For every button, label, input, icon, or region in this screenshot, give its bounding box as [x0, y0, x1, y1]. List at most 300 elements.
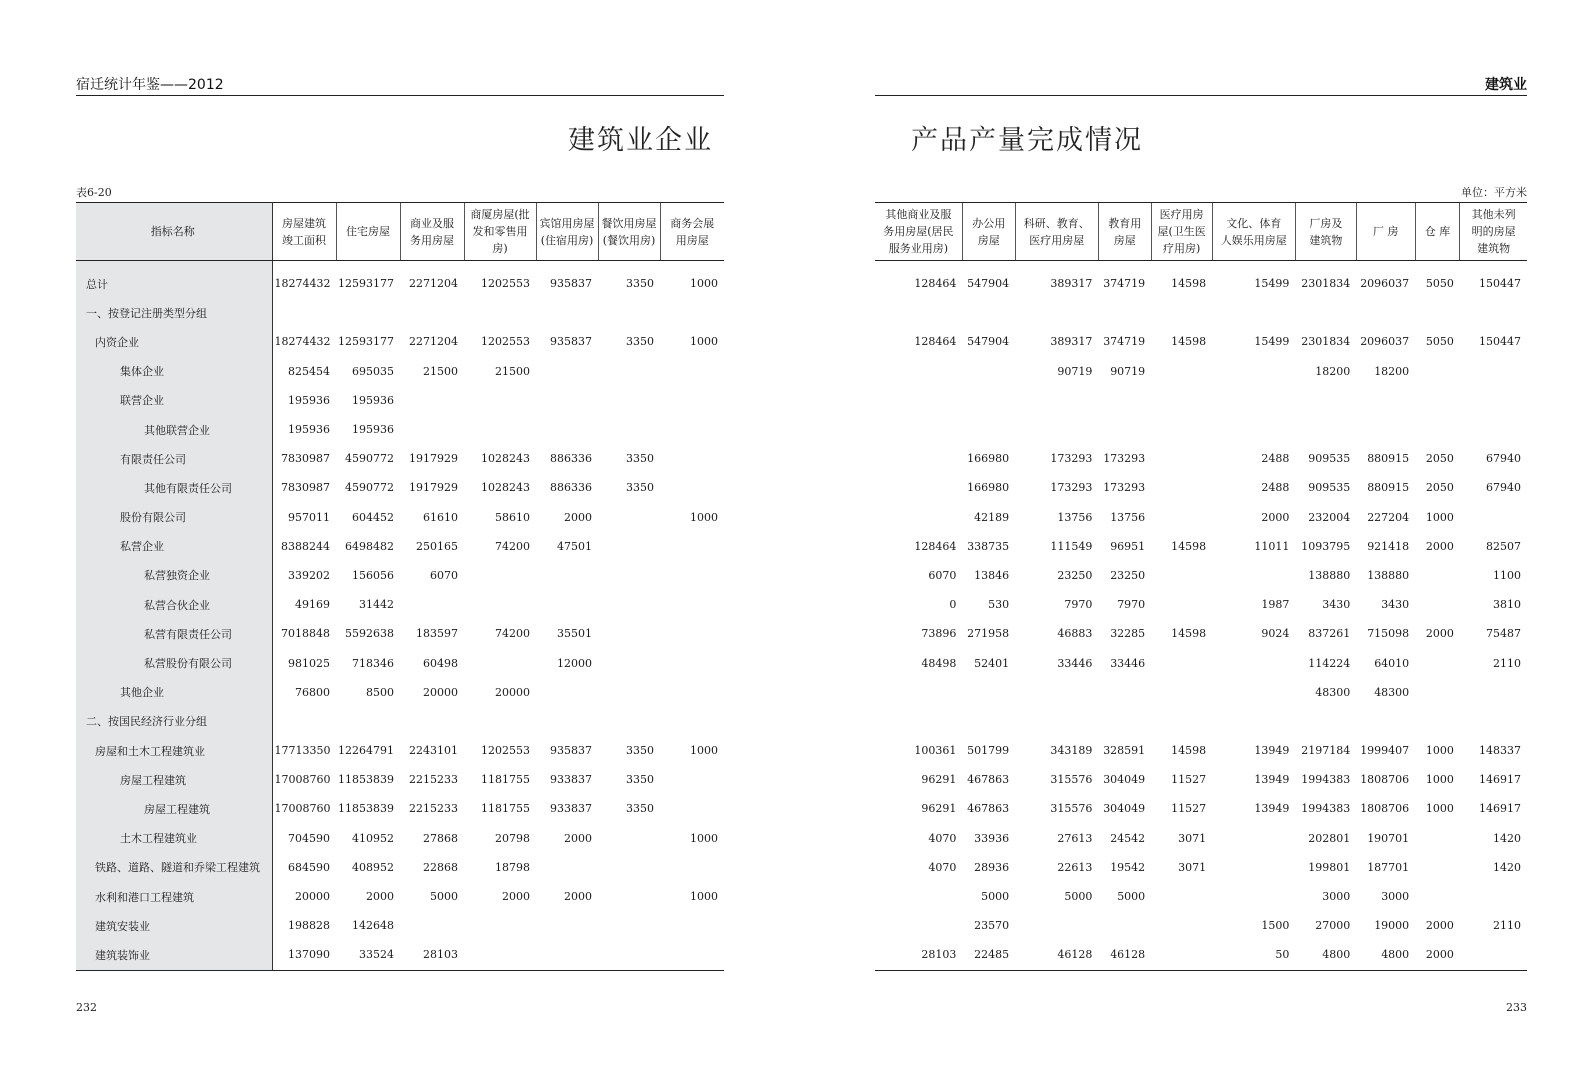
table-cell: 2215233 [409, 802, 458, 816]
table-cell: 7018848 [281, 627, 330, 641]
table-cell: 11527 [1171, 802, 1207, 816]
table-row [875, 736, 1527, 765]
table-cell: 190701 [1367, 831, 1410, 845]
table-cell: 20000 [495, 685, 530, 699]
table-cell: 2271204 [409, 277, 458, 291]
table-cell: 19000 [1374, 919, 1410, 933]
table-cell [660, 415, 724, 444]
table-cell: 2000 [1261, 510, 1290, 524]
table-cell [660, 765, 724, 794]
table-row [76, 357, 724, 386]
row-label: 房屋工程建筑 [76, 794, 272, 823]
table-cell: 8500 [366, 685, 394, 699]
table-cell: 22613 [1057, 860, 1093, 874]
row-label: 房屋和土木工程建筑业 [76, 736, 272, 765]
column-header: 指标名称 [76, 203, 272, 261]
table-cell [336, 707, 400, 736]
page-title-right: 产品产量完成情况 [911, 125, 1143, 156]
table-cell: 166980 [967, 452, 1010, 466]
table-spacer-row [76, 261, 724, 270]
table-cell: 195936 [288, 393, 330, 407]
row-label: 其他联营企业 [76, 415, 272, 444]
table-cell [1212, 853, 1295, 882]
table-cell: 935837 [550, 335, 592, 349]
table-cell [1460, 386, 1527, 415]
table-cell: 1202553 [481, 744, 530, 758]
table-cell: 1181755 [481, 773, 530, 787]
table-cell [1098, 911, 1151, 940]
row-label: 私营股份有限公司 [76, 648, 272, 677]
table-row [76, 590, 724, 619]
table-cell: 3810 [1493, 598, 1521, 612]
table-cell [1356, 707, 1415, 736]
table-cell: 128464 [914, 335, 957, 349]
table-row [76, 444, 724, 473]
table-cell: 4590772 [345, 452, 394, 466]
table-cell: 2488 [1261, 481, 1290, 495]
table-cell: 195936 [352, 423, 394, 437]
table-cell: 128464 [914, 539, 957, 553]
table-cell: 1028243 [481, 452, 530, 466]
table-cell: 909535 [1308, 481, 1351, 495]
table-cell [1151, 415, 1212, 444]
table-cell [660, 619, 724, 648]
column-header: 文化、体育 人娱乐用房屋 [1212, 203, 1295, 261]
table-cell: 18274432 [274, 277, 331, 291]
table-cell: 604452 [352, 510, 394, 524]
table-cell: 825454 [288, 364, 330, 378]
table-row [76, 473, 724, 502]
table-cell [272, 298, 336, 327]
table-cell: 1999407 [1360, 744, 1410, 758]
table-cell [1356, 415, 1415, 444]
table-cell: 150447 [1479, 335, 1521, 349]
table-cell: 3350 [626, 773, 654, 787]
table-cell [1460, 678, 1527, 707]
table-cell: 17008760 [274, 773, 331, 787]
table-cell: 7830987 [281, 452, 330, 466]
table-cell [1295, 415, 1356, 444]
table-cell: 3071 [1178, 831, 1207, 845]
table-cell: 2488 [1261, 452, 1290, 466]
table-cell [1151, 590, 1212, 619]
row-label: 其他企业 [76, 678, 272, 707]
table-cell [1415, 824, 1460, 853]
table-cell: 4590772 [345, 481, 394, 495]
table-cell: 1420 [1493, 860, 1521, 874]
table-cell [962, 386, 1015, 415]
table-cell [598, 940, 660, 970]
table-cell [1212, 678, 1295, 707]
table-cell: 1000 [690, 890, 718, 904]
table-cell [875, 357, 962, 386]
table-cell: 467863 [967, 773, 1010, 787]
table-cell: 148337 [1479, 744, 1521, 758]
column-header: 教育用 房屋 [1098, 203, 1151, 261]
table-cell: 173293 [1103, 452, 1146, 466]
table-row [76, 911, 724, 940]
table-row [875, 853, 1527, 882]
table-cell: 5050 [1425, 335, 1454, 349]
table-cell: 909535 [1308, 452, 1351, 466]
table-cell: 6070 [430, 568, 458, 582]
table-cell [1460, 415, 1527, 444]
table-row [76, 386, 724, 415]
table-cell: 146917 [1479, 773, 1521, 787]
table-cell [598, 824, 660, 853]
table-cell [875, 444, 962, 473]
table-cell [1460, 882, 1527, 911]
table-cell [598, 911, 660, 940]
table-row [875, 269, 1527, 298]
table-cell: 198828 [288, 919, 330, 933]
table-cell [660, 473, 724, 502]
table-cell: 227204 [1367, 510, 1410, 524]
table-cell: 13949 [1254, 744, 1290, 758]
table-cell: 52401 [974, 656, 1010, 670]
table-cell: 695035 [352, 364, 394, 378]
table-cell: 2215233 [409, 773, 458, 787]
table-cell: 1994383 [1301, 802, 1351, 816]
table-cell: 718346 [352, 656, 394, 670]
table-cell [598, 707, 660, 736]
table-cell [1151, 561, 1212, 590]
table-cell: 1093795 [1301, 539, 1351, 553]
table-cell [1015, 415, 1098, 444]
table-cell: 23570 [974, 919, 1010, 933]
row-label: 私营独资企业 [76, 561, 272, 590]
column-header: 商厦房屋(批 发和零售用房) [464, 203, 536, 261]
row-label: 集体企业 [76, 357, 272, 386]
column-header: 商务会展 用房屋 [660, 203, 724, 261]
table-cell: 33936 [974, 831, 1010, 845]
table-cell: 67940 [1486, 481, 1521, 495]
table-cell [962, 707, 1015, 736]
table-cell: 156056 [352, 568, 394, 582]
column-header: 住宅房屋 [336, 203, 400, 261]
table-row [875, 357, 1527, 386]
table-cell [536, 298, 598, 327]
table-cell: 1202553 [481, 277, 530, 291]
column-header: 医疗用房 屋(卫生医 疗用房) [1151, 203, 1212, 261]
table-cell [598, 357, 660, 386]
table-cell: 47501 [557, 539, 592, 553]
table-cell [660, 590, 724, 619]
row-label: 建筑安装业 [76, 911, 272, 940]
table-cell: 195936 [352, 393, 394, 407]
table-cell [1098, 386, 1151, 415]
table-cell: 15499 [1254, 335, 1290, 349]
table-cell [598, 678, 660, 707]
table-cell: 1000 [1425, 744, 1454, 758]
table-cell [875, 298, 962, 327]
table-cell: 74200 [495, 539, 530, 553]
table-cell: 14598 [1171, 627, 1207, 641]
row-label: 土木工程建筑业 [76, 824, 272, 853]
table-cell [1415, 386, 1460, 415]
table-cell: 18274432 [274, 335, 331, 349]
table-cell: 935837 [550, 277, 592, 291]
header-rule-left [76, 95, 724, 96]
table-cell: 90719 [1110, 364, 1146, 378]
column-header: 厂 房 [1356, 203, 1415, 261]
table-cell [1460, 707, 1527, 736]
table-cell: 202801 [1308, 831, 1351, 845]
table-cell: 1000 [1425, 773, 1454, 787]
table-cell: 58610 [495, 510, 530, 524]
table-cell [1212, 298, 1295, 327]
table-row [76, 882, 724, 911]
table-cell [598, 648, 660, 677]
table-cell: 96291 [921, 773, 957, 787]
table-row [875, 678, 1527, 707]
row-label: 其他有限责任公司 [76, 473, 272, 502]
table-cell [400, 707, 464, 736]
table-cell: 1028243 [481, 481, 530, 495]
table-cell [598, 853, 660, 882]
column-header: 房屋建筑 竣工面积 [272, 203, 336, 261]
table-cell [1151, 940, 1212, 970]
table-cell [1415, 357, 1460, 386]
table-cell [660, 561, 724, 590]
table-cell [536, 415, 598, 444]
table-cell: 2110 [1493, 656, 1521, 670]
table-cell: 76800 [295, 685, 330, 699]
row-label: 股份有限公司 [76, 503, 272, 532]
table-header-row-left [76, 203, 724, 261]
table-cell [1212, 357, 1295, 386]
table-cell: 60498 [423, 656, 458, 670]
column-header: 其他未列 明的房屋 建筑物 [1460, 203, 1527, 261]
table-cell: 13756 [1057, 510, 1093, 524]
table-cell [1015, 678, 1098, 707]
table-cell: 2000 [1425, 539, 1454, 553]
table-cell: 5000 [430, 890, 458, 904]
running-header-left: 宿迁统计年鉴——2012 [76, 77, 224, 93]
table-cell: 13846 [974, 568, 1010, 582]
page-number-right: 233 [1506, 1001, 1527, 1014]
table-cell: 20000 [423, 685, 458, 699]
table-row [76, 532, 724, 561]
table-cell: 2000 [1425, 627, 1454, 641]
table-header-row-right [875, 203, 1527, 261]
table-cell: 343189 [1050, 744, 1093, 758]
table-row [76, 415, 724, 444]
table-cell: 957011 [288, 510, 330, 524]
table-cell: 3000 [1381, 890, 1410, 904]
table-cell: 501799 [967, 744, 1010, 758]
table-cell: 14598 [1171, 335, 1207, 349]
table-cell [1015, 707, 1098, 736]
table-cell: 50 [1212, 940, 1295, 970]
table-cell [660, 940, 724, 970]
table-row [76, 853, 724, 882]
table-cell: 886336 [550, 452, 592, 466]
table-cell: 374719 [1103, 335, 1146, 349]
table-cell: 837261 [1308, 627, 1351, 641]
table-cell [536, 911, 598, 940]
column-header: 办公用 房屋 [962, 203, 1015, 261]
table-cell: 410952 [352, 831, 394, 845]
table-cell [875, 911, 962, 940]
table-cell: 48300 [1374, 685, 1410, 699]
table-cell [1295, 707, 1356, 736]
table-row [76, 765, 724, 794]
table-cell: 8388244 [281, 539, 330, 553]
left-page [0, 0, 793, 1077]
table-cell: 3430 [1322, 598, 1351, 612]
table-cell [536, 940, 598, 970]
table-cell: 21500 [423, 364, 458, 378]
table-row [76, 269, 724, 298]
table-cell: 3350 [626, 277, 654, 291]
table-cell: 328591 [1103, 744, 1146, 758]
table-cell [1098, 678, 1151, 707]
table-cell [875, 503, 962, 532]
table-row [76, 678, 724, 707]
table-cell [1151, 298, 1212, 327]
table-cell: 1000 [690, 335, 718, 349]
table-cell: 137090 [272, 940, 336, 970]
table-cell: 173293 [1050, 481, 1093, 495]
table-label: 表6-20 [76, 186, 112, 199]
table-row [875, 911, 1527, 940]
table-cell: 2096037 [1360, 277, 1410, 291]
table-cell [875, 473, 962, 502]
table-cell: 33446 [1110, 656, 1146, 670]
table-cell [875, 415, 962, 444]
table-cell: 1000 [690, 831, 718, 845]
table-cell: 389317 [1050, 335, 1093, 349]
column-header: 仓 库 [1415, 203, 1460, 261]
table-cell [536, 561, 598, 590]
table-cell [464, 298, 536, 327]
table-cell: 2050 [1425, 481, 1454, 495]
table-row [875, 707, 1527, 736]
table-cell [598, 503, 660, 532]
row-label: 水利和港口工程建筑 [76, 882, 272, 911]
table-cell [1415, 882, 1460, 911]
table-cell: 886336 [550, 481, 592, 495]
table-cell [1295, 298, 1356, 327]
table-cell: 250165 [416, 539, 458, 553]
table-cell [962, 298, 1015, 327]
table-cell: 933837 [550, 802, 592, 816]
table-cell: 4800 [1356, 940, 1415, 970]
table-cell: 2110 [1493, 919, 1521, 933]
row-label: 内资企业 [76, 327, 272, 356]
table-cell [464, 386, 536, 415]
table-row [875, 824, 1527, 853]
table-cell: 48498 [921, 656, 957, 670]
row-label: 联营企业 [76, 386, 272, 415]
table-cell: 18200 [1374, 364, 1410, 378]
table-cell: 880915 [1367, 452, 1410, 466]
table-cell: 61610 [423, 510, 458, 524]
table-cell: 547904 [967, 335, 1010, 349]
table-row [875, 590, 1527, 619]
table-cell [598, 561, 660, 590]
table-cell [660, 707, 724, 736]
table-cell [536, 678, 598, 707]
row-label: 总计 [76, 269, 272, 298]
table-cell [1212, 415, 1295, 444]
row-label: 房屋工程建筑 [76, 765, 272, 794]
table-row [875, 940, 1527, 970]
table-cell: 24542 [1110, 831, 1146, 845]
table-cell [1098, 415, 1151, 444]
table-cell: 11853839 [338, 773, 394, 787]
table-cell [536, 590, 598, 619]
data-table-left [76, 202, 724, 971]
table-cell [400, 911, 464, 940]
table-row [76, 561, 724, 590]
table-cell: 467863 [967, 802, 1010, 816]
table-cell [660, 853, 724, 882]
table-cell: 15499 [1254, 277, 1290, 291]
table-cell: 42189 [974, 510, 1010, 524]
table-cell: 49169 [295, 598, 330, 612]
table-cell [464, 648, 536, 677]
table-cell: 67940 [1486, 452, 1521, 466]
table-cell [1015, 386, 1098, 415]
table-cell [1415, 561, 1460, 590]
table-cell: 138880 [1308, 568, 1351, 582]
table-cell [464, 590, 536, 619]
table-cell: 1000 [1425, 802, 1454, 816]
table-row [76, 940, 724, 970]
table-cell: 4070 [928, 860, 957, 874]
table-cell: 271958 [967, 627, 1010, 641]
table-cell [1151, 357, 1212, 386]
table-cell: 232004 [1308, 510, 1351, 524]
table-cell: 880915 [1367, 481, 1410, 495]
table-row [875, 619, 1527, 648]
table-cell: 166980 [967, 481, 1010, 495]
table-cell [962, 415, 1015, 444]
table-cell: 921418 [1367, 539, 1410, 553]
table-cell [660, 678, 724, 707]
table-cell: 27868 [423, 831, 458, 845]
table-cell: 46128 [1098, 940, 1151, 970]
table-cell [464, 707, 536, 736]
table-row [875, 532, 1527, 561]
table-row [76, 648, 724, 677]
table-cell: 4800 [1295, 940, 1356, 970]
table-row [875, 386, 1527, 415]
table-cell: 111549 [1050, 539, 1093, 553]
table-cell: 195936 [288, 423, 330, 437]
table-cell: 11527 [1171, 773, 1207, 787]
right-page [793, 0, 1587, 1077]
table-cell [1415, 678, 1460, 707]
table-cell: 28936 [974, 860, 1010, 874]
table-cell: 5592638 [345, 627, 394, 641]
table-cell [1415, 298, 1460, 327]
table-cell [536, 357, 598, 386]
row-label: 二、按国民经济行业分组 [76, 707, 272, 736]
table-cell [272, 707, 336, 736]
table-cell [1212, 707, 1295, 736]
table-cell: 32285 [1110, 627, 1146, 641]
table-cell [598, 590, 660, 619]
table-cell: 46883 [1057, 627, 1093, 641]
table-cell: 13756 [1110, 510, 1146, 524]
table-row [875, 765, 1527, 794]
column-header: 商业及服 务用房屋 [400, 203, 464, 261]
page-title-left: 建筑业企业 [568, 125, 713, 156]
table-cell: 2243101 [409, 744, 458, 758]
